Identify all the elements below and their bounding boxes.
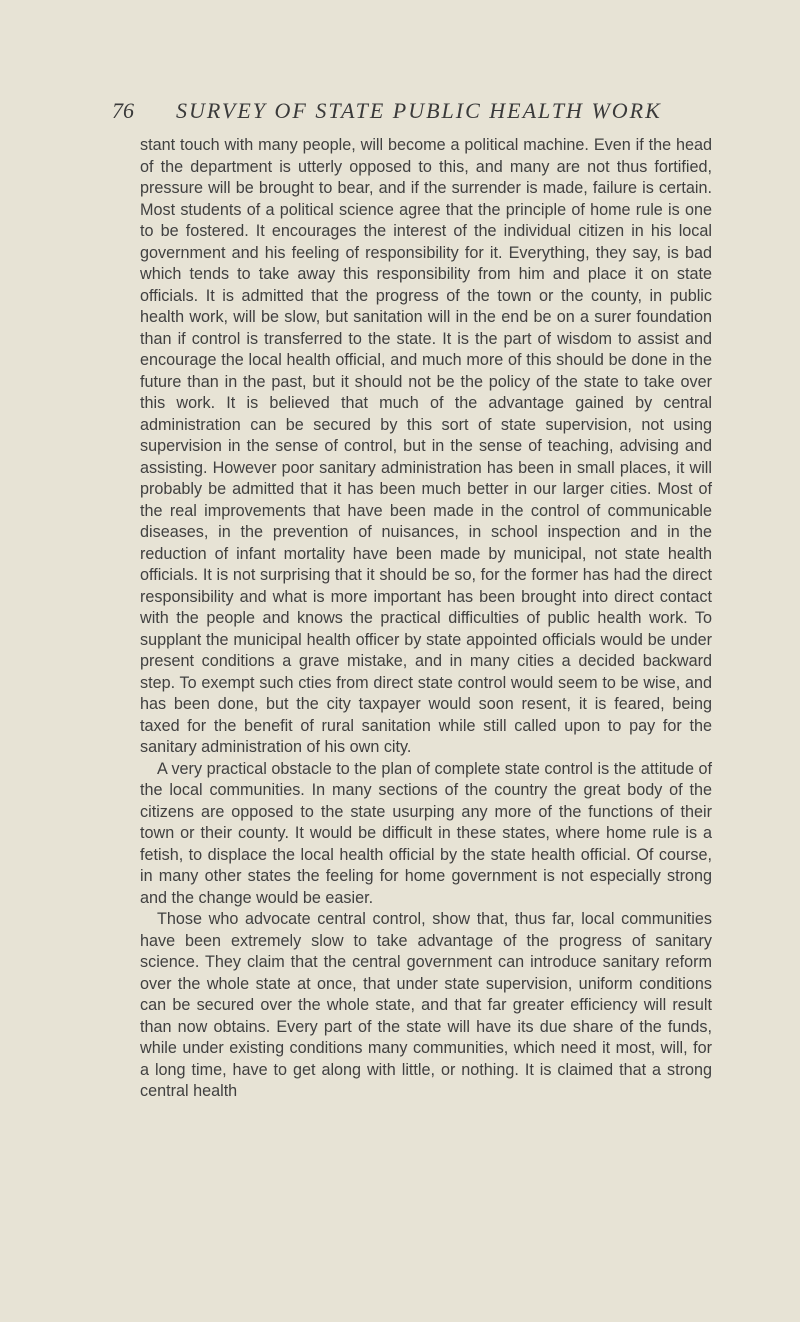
paragraph: A very practical obstacle to the plan of complete state control is the attitude of the local communities. In many sections of the country the great body of the citizens are opposed to the state usurping any more of the functions of their town or their county. It would be difficult in these states, where home rule is a fetish, to displace the local health official by the state health official. Of course, in many other states the feeling for home government is not especially strong and the change would be easier. xyxy=(140,759,712,907)
running-title: SURVEY OF STATE PUBLIC HEALTH WORK xyxy=(176,98,662,123)
paragraph: stant touch with many people, will become a political machine. Even if the head of the department is utterly opposed to this, and many are not thus fortified, pressure will be brought to bear, and if the surrender is made, failure is certain. Most students of a political science agree that the principle of home rule is one to be fostered. It encourages the interest of the individual citizen in his local government and his feeling of responsibility for it. Everything, they say, is bad which tends to take away this responsibility from him and place it on state officials. It is admitted that the progress of the town or the county, in public health work, will be slow, but sanitation will in the end be on a surer foundation than if control is transferred to the state. It is the part of wisdom to assist and encourage the local health official, and much more of this should be done in the future than in the past, but it should not be the policy of the state to take over this work. It is believed that much of the advantage gained by central administration can be secured by this sort of state supervision, not using supervision in the sense of control, but in the sense of teaching, advising and assisting. However poor sanitary administration has been in small places, it will probably be admitted that it has been much better in our larger cities. Most of the real improvements that have been made in the control of communicable diseases, in the prevention of nuisances, in school inspection and in the reduction of infant mortality have been made by municipal, not state health officials. It is not surprising that it should be so, for the former has had the direct responsibility and what is more important has been brought into direct contact with the people and knows the practical difficulties of public health work. To supplant the municipal health officer by state appointed officials would be under present conditions a grave mistake, and in many cities a decided backward step. To exempt such cties from direct state control would seem to be wise, and has been done, but the city taxpayer would soon resent, it is feared, being taxed for the benefit of rural sanitation while still called upon to pay for the sanitary administration of his own city. xyxy=(140,136,712,756)
page-number: 76 xyxy=(112,98,134,123)
page-header xyxy=(112,98,712,134)
paragraph: Those who advocate central control, show that, thus far, local communities have been extremely slow to take advantage of the progress of sanitary science. They claim that the central government can introduce sanitary reform over the whole state at once, that under state supervision, uniform conditions can be secured over the whole state, and that far greater efficiency will result than now obtains. Every part of the state will have its due share of the funds, while under existing conditions many communities, which need it most, will, for a long time, have to get along with little, or nothing. It is claimed that a strong central health xyxy=(140,910,712,1100)
body-text xyxy=(140,135,712,1103)
